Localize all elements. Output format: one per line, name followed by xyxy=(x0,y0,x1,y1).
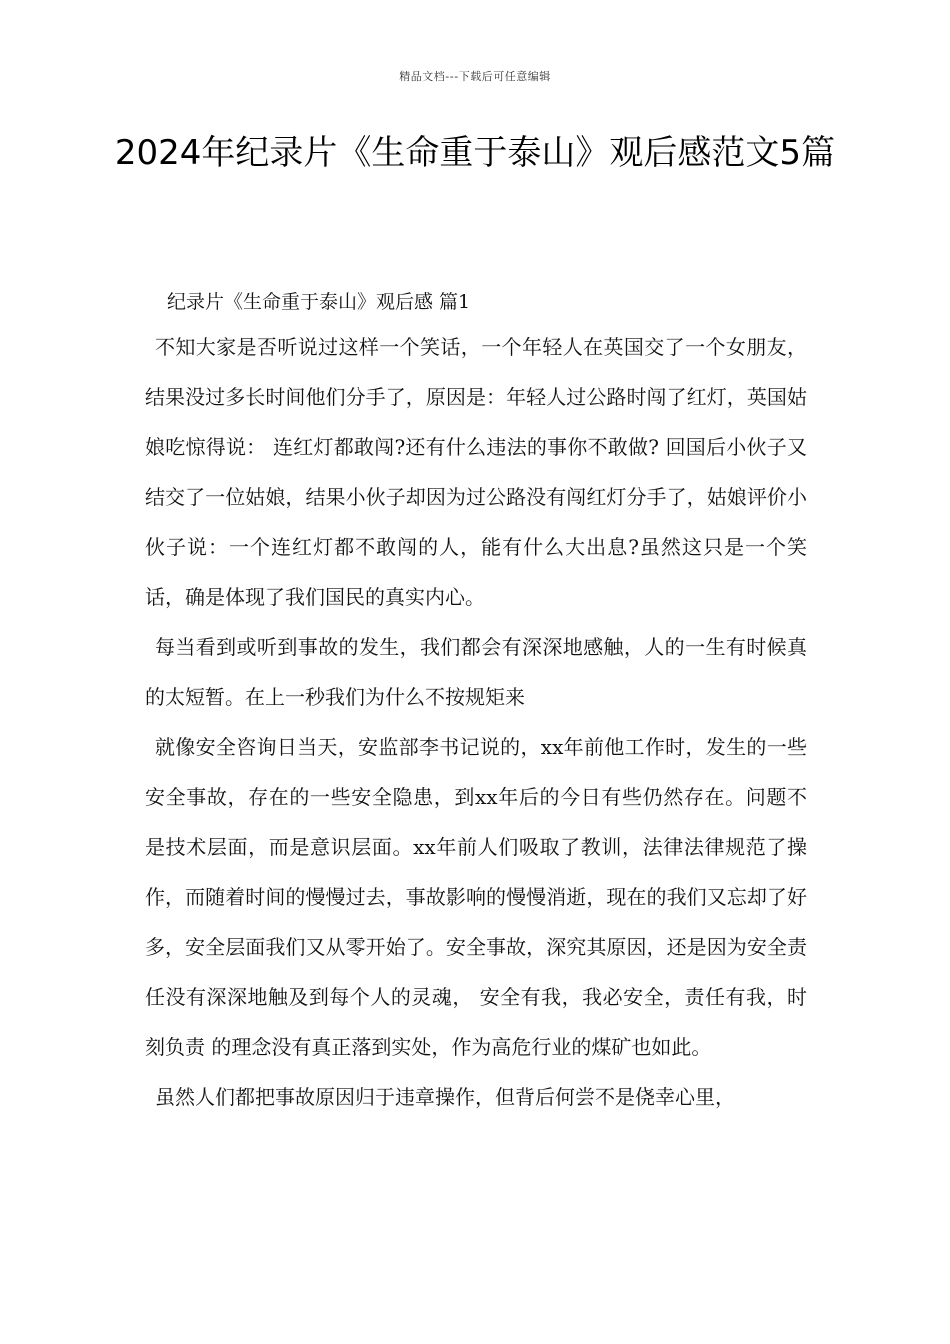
paragraph-3: 就像安全咨询日当天，安监部李书记说的，xx年前他工作时，发生的一些安全事故，存在的一些安全隐患，到xx年后的今日有些仍然存在。问题不是技术层面，而是意识层面。xx年前人们吸取了教训，法律法律规范了操作，而随着时间的慢慢过去，事故影响的慢慢消逝，现在的我们又忘却了好多，安全层面我们又从零开始了。安全事故，深究其原因，还是因为安全责任没有深深地触及到每个人的灵魂， 安全有我，我必安全，责任有我，时刻负责 的理念没有真正落到实处，作为高危行业的煤矿也如此。 xyxy=(145,735,807,1059)
section-title: 纪录片《生命重于泰山》观后感 篇1 xyxy=(167,291,471,313)
document-body xyxy=(145,282,807,1122)
paragraph-2: 每当看到或听到事故的发生，我们都会有深深地感触，人的一生有时候真的太短暂。在上一秒我们为什么不按规矩来 xyxy=(145,635,807,709)
header-note: 精品文档---下载后可任意编辑 xyxy=(399,70,551,83)
paragraph-4: 虽然人们都把事故原因归于违章操作，但背后何尝不是侥幸心里， xyxy=(155,1085,735,1109)
document-title: 2024年纪录片《生命重于泰山》观后感范文5篇 xyxy=(114,133,836,173)
paragraph-1: 不知大家是否听说过这样一个笑话，一个年轻人在英国交了一个女朋友，结果没过多长时间他们分手了，原因是：年轻人过公路时闯了红灯，英国姑娘吃惊得说： 连红灯都敢闯?还有什么违法的事你不敢做? 回国后小伙子又结交了一位姑娘，结果小伙子却因为过公路没有闯红灯分手了，姑娘评价小伙子说：一个连红灯都不敢闯的人，能有什么大出息?虽然这只是一个笑话，确是体现了我们国民的真实内心。 xyxy=(145,335,807,609)
